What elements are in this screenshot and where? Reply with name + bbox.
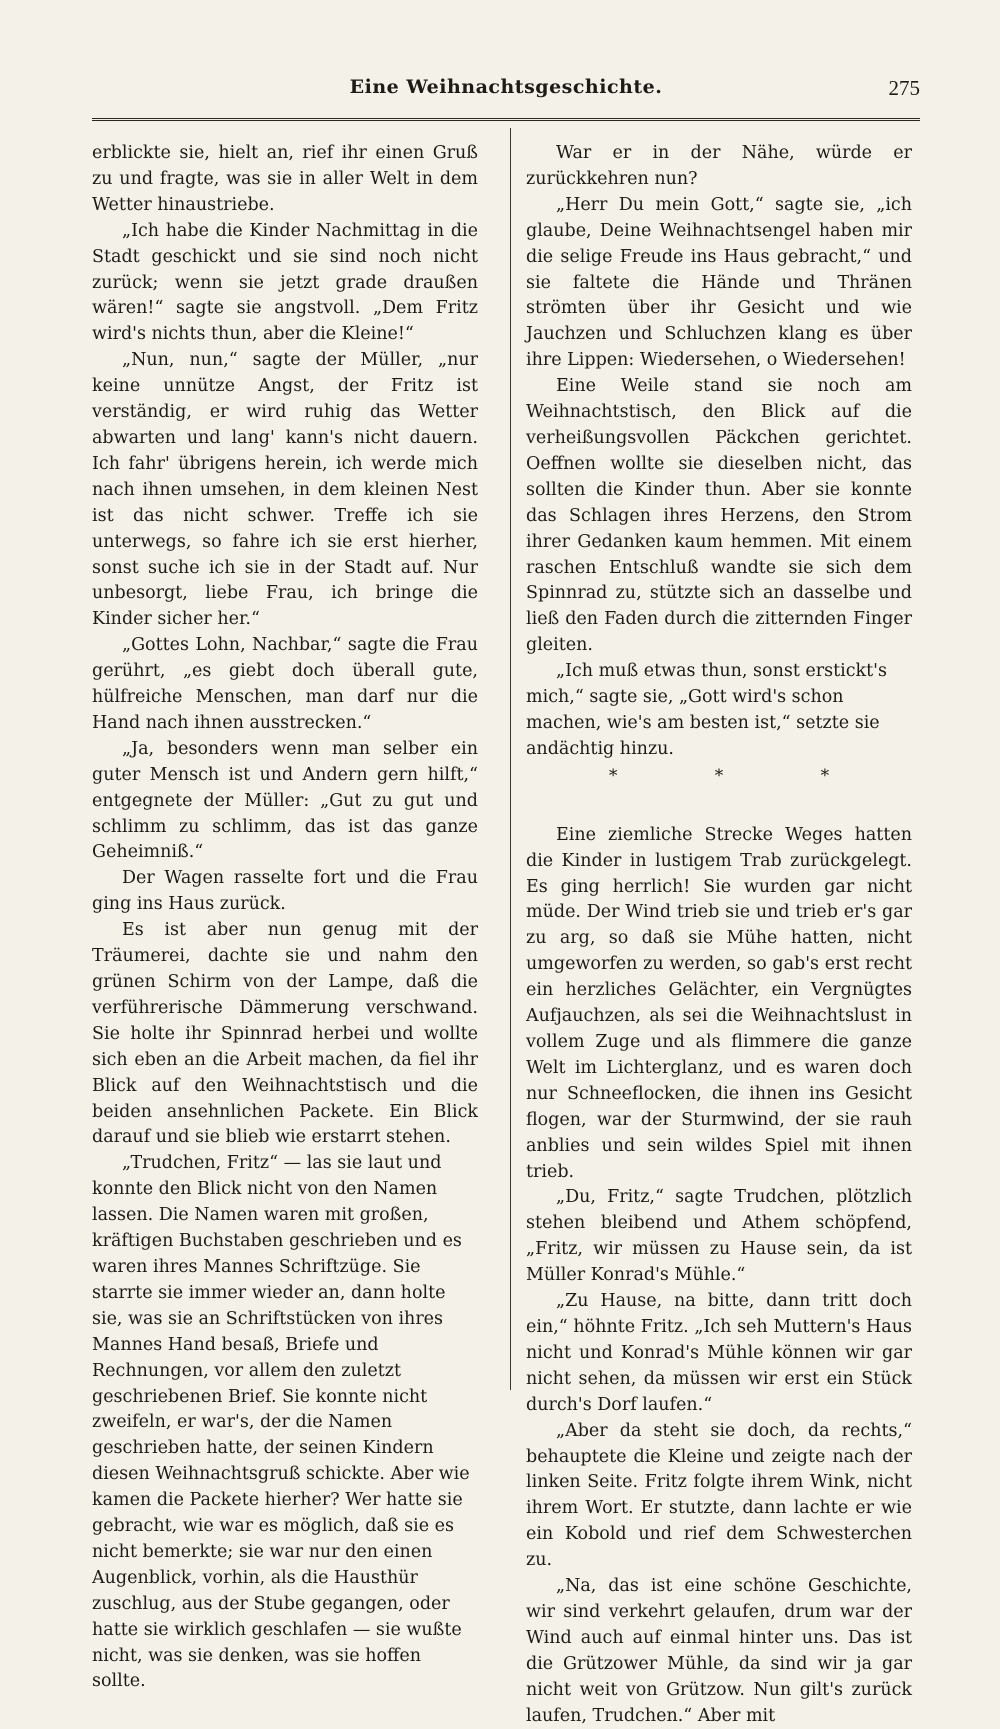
paragraph: War er in der Nähe, würde er zurückkehren nun? xyxy=(526,143,912,189)
paragraph: „Herr Du mein Gott,“ sagte sie, „ich glaube, Deine Weihnachtsengel haben mir die selige Freude ins Haus gebracht,“ und sie faltete die Hände und Thränen strömten über ihr Gesicht und wie Jauchzen und Schluchzen klang es über ihre Lippen: Wiedersehen, o Wiedersehen! xyxy=(526,194,912,371)
paragraph: „Gottes Lohn, Nachbar,“ sagte die Frau gerührt, „es giebt doch überall gute, hülfreiche Menschen, man darf nur die Hand nach ihnen ausstrecken.“ xyxy=(92,635,478,733)
section-break-asterisks: * * * xyxy=(608,765,876,786)
paragraph: Eine Weile stand sie noch am Weihnachtstisch, den Blick auf die verheißungsvollen Päckchen gerichtet. Oeffnen wollte sie dieselben nicht, das sollten die Kinder thun. Aber sie konnte das Schlagen ihres Herzens, den Strom ihrer Gedanken kaum hemmen. Mit einem raschen Entschluß wandte sie sich dem Spinnrad zu, stützte sich an dasselbe und ließ den Faden durch die zitternden Finger gleiten. xyxy=(526,376,912,656)
paragraph: Es ist aber nun genug mit der Träumerei, dachte sie und nahm den grünen Schirm von der Lampe, daß die verführerische Dämmerung verschwand. Sie holte ihr Spinnrad herbei und wollte sich eben an die Arbeit machen, da fiel ihr Blick auf den Weihnachtstisch und die beiden ansehnlichen Packete. Ein Blick darauf und sie blieb wie erstarrt stehen. xyxy=(92,920,478,1148)
paragraph: „Ich muß etwas thun, sonst erstickt's mich,“ sagte sie, „Gott wird's schon machen, wie's am besten ist,“ setzte sie andächtig hinzu. xyxy=(526,661,887,759)
paragraph: „Na, das ist eine schöne Geschichte, wir sind verkehrt gelaufen, drum war der Wind auch auf einmal hinter uns. Das ist die Grützower Mühle, da sind wir ja gar nicht weit von Grützow. Nun gilt's zurück laufen, Trudchen.“ Aber mit xyxy=(526,1576,912,1726)
paragraph: erblickte sie, hielt an, rief ihr einen Gruß zu und fragte, was sie in aller Welt in dem Wetter hinaustriebe. xyxy=(92,143,478,215)
paragraph: Der Wagen rasselte fort und die Frau ging ins Haus zurück. xyxy=(92,868,478,915)
column-divider xyxy=(510,128,511,1390)
paragraph: „Aber da steht sie doch, da rechts,“ behauptete die Kleine und zeigte nach der linken Seite. Fritz folgte ihrem Wink, nicht ihrem Wort. Er stutzte, dann lachte er wie ein Kobold und rief dem Schwesterchen zu. xyxy=(526,1420,912,1571)
paragraph: „Nun, nun,“ sagte der Müller, „nur keine unnütze Angst, der Fritz ist verständig, er wird ruhig das Wetter abwarten und lang' kann's nicht dauern. Ich fahr' übrigens herein, ich werde mich nach ihnen umsehen, in dem kleinen Nest ist das nicht schwer. Treffe ich sie unterwegs, so fahre ich sie erst hierher, sonst suche ich sie in der Stadt auf. Nur unbesorgt, liebe Frau, ich bringe die Kinder sicher her.“ xyxy=(92,350,478,630)
paragraph: „Ich habe die Kinder Nachmittag in die Stadt geschickt und sie sind noch nicht zurück; wenn sie jetzt grade draußen wären!“ sagte sie angstvoll. „Dem Fritz wird's nichts thun, aber die Kleine!“ xyxy=(92,220,478,345)
paragraph: „Zu Hause, na bitte, dann tritt doch ein,“ höhnte Fritz. „Ich seh Muttern's Haus nicht und Konrad's Mühle können wir gar nicht sehen, da müssen wir erst ein Stück durch's Dorf laufen.“ xyxy=(526,1291,912,1415)
running-header xyxy=(92,72,920,106)
paragraph: Eine ziemliche Strecke Weges hatten die Kinder in lustigem Trab zurückgelegt. Es ging herrlich! Sie wurden gar nicht müde. Der Wind trieb sie und trieb er's gar zu arg, so daß sie Mühe hatten, nicht umgeworfen zu werden, so gab's erst recht ein herzliches Gelächter, ein Vergnügtes Aufjauchzen, als sei die Weihnachtslust in vollem Zuge und als flimmere die ganze Welt im Lichterglanz, und es waren doch nur Schneeflocken, die ihnen ins Gesicht flogen, war der Sturmwind, der sie rauh anblies und sein wildes Spiel mit ihnen trieb. xyxy=(526,824,912,1182)
running-title: Eine Weihnachtsgeschichte. xyxy=(349,76,663,98)
right-column xyxy=(526,141,912,1729)
left-column xyxy=(92,141,478,1695)
paragraph: „Trudchen, Fritz“ — las sie laut und konnte den Blick nicht von den Namen lassen. Die Namen waren mit großen, kräftigen Buchstaben geschrieben und es waren ihres Mannes Schriftzüge. Sie starrte sie immer wieder an, dann holte sie, was sie an Schriftstücken von ihres Mannes Hand besaß, Briefe und Rechnungen, vor allem den zuletzt geschriebenen Brief. Sie konnte nicht zweifeln, er war's, der die Namen geschrieben hatte, der seinen Kindern diesen Weihnachtsgruß schickte. Aber wie kamen die Packete hierher? Wer hatte sie gebracht, wie war es möglich, daß sie es nicht bemerkte; sie war nur den einen Augenblick, vorhin, als die Hausthür zuschlug, aus der Stube gegangen, oder hatte sie wirklich geschlafen — sie wußte nicht, was sie denken, was sie hoffen sollte. xyxy=(92,1153,470,1692)
header-rule xyxy=(92,118,920,121)
page-number: 275 xyxy=(888,76,920,100)
paragraph: „Ja, besonders wenn man selber ein guter Mensch ist und Andern gern hilft,“ entgegnete der Müller: „Gut zu gut und schlimm zu schlimm, das ist das ganze Geheimniß.“ xyxy=(92,738,478,863)
paragraph: „Du, Fritz,“ sagte Trudchen, plötzlich stehen bleibend und Athem schöpfend, „Fritz, wir müssen zu Hause sein, da ist Müller Konrad's Mühle.“ xyxy=(526,1187,912,1286)
